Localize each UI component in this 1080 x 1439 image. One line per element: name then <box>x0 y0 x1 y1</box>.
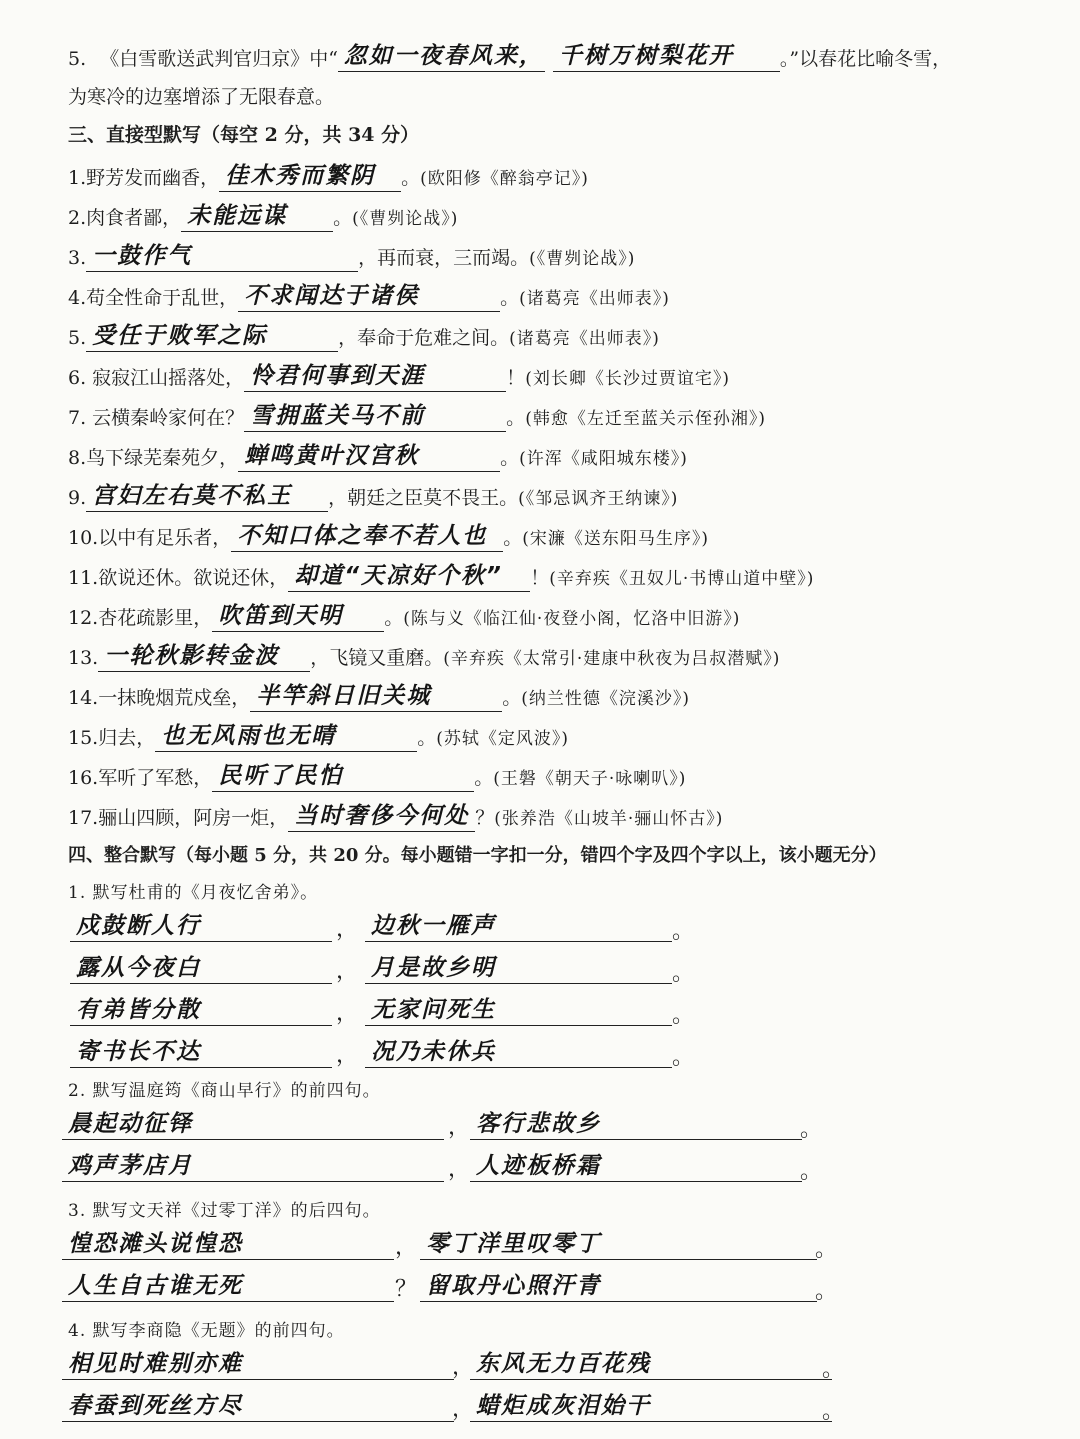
answer-separator: ， <box>452 1397 475 1422</box>
section3-item <box>68 362 1080 392</box>
item-prompt: 3. <box>68 247 87 269</box>
item-source: (《邹忌讽齐王纳谏》) <box>518 489 679 509</box>
item-source: (辛弃疾《丑奴儿·书博山道中壁》) <box>549 569 815 589</box>
q5-number: 5. <box>68 48 87 70</box>
answer-end-punct: 。 <box>672 919 695 944</box>
section3-item <box>68 442 1080 472</box>
item-source: (辛弃疾《太常引·建康中秋夜为吕叔潜赋》) <box>443 649 781 669</box>
answer-first-half: 鸡声茅店月 <box>62 1152 444 1182</box>
q5-post-text: 。”以春花比喻冬雪， <box>779 48 952 70</box>
item-prompt: 16.军听了军愁， <box>68 767 213 789</box>
q5-pre-text: 《白雪歌送武判官归京》中“ <box>100 48 338 70</box>
item-answer: 民听了民怕 <box>212 762 474 792</box>
item-punct: ！ <box>530 567 550 589</box>
item-source: (许浑《咸阳城东楼》) <box>519 449 688 469</box>
section3-item <box>68 282 1080 312</box>
q5-answer-1: 忽如一夜春风来， <box>338 42 545 72</box>
section4-title: 四、整合默写（每小题 5 分，共 20 分。每小题错一字扣一分，错四个字及四个字以上，该小题无分） <box>68 845 887 866</box>
q5-intro-line-2: 为寒冷的边塞增添了无限春意。 <box>68 86 335 108</box>
answer-second-half: 无家问死生 <box>365 996 672 1026</box>
section3-item <box>68 522 1080 552</box>
section3-item <box>68 602 1080 632</box>
item-source: (张养浩《山坡羊·骊山怀古》) <box>494 809 724 829</box>
item-punct: 。 <box>503 527 523 549</box>
section3-item <box>68 482 1080 512</box>
item-source: (《曹刿论战》) <box>529 249 636 269</box>
answer-separator: ， <box>395 1235 418 1260</box>
item-prompt: 6. 寂寂江山摇落处， <box>68 367 245 389</box>
item-source: (《曹刿论战》) <box>352 209 459 229</box>
item-punct: 。 <box>384 607 404 629</box>
item-prompt: 13. <box>68 647 99 669</box>
item-source: (诸葛亮《出师表》) <box>509 329 660 349</box>
section3-item <box>68 642 1080 672</box>
item-source: (刘长卿《长沙过贾谊宅》) <box>525 369 730 389</box>
s4-q1-prompt: 1. 默写杜甫的《月夜忆舍弟》。 <box>68 883 319 903</box>
answer-first-half: 寄书长不达 <box>70 1038 332 1068</box>
item-answer: 半竿斜日旧关城 <box>250 682 502 712</box>
item-answer: 未能远谋 <box>181 202 333 232</box>
section3-item <box>68 322 1080 352</box>
item-prompt: 14.一抹晚烟荒戍垒， <box>68 687 251 709</box>
item-prompt: 10.以中有足乐者， <box>68 527 232 549</box>
item-answer: 怜君何事到天涯 <box>244 362 506 392</box>
item-source: (王磐《朝天子·咏喇叭》) <box>493 769 687 789</box>
answer-second-half: 月是故乡明 <box>365 954 672 984</box>
answer-second-half: 零丁洋里叹零丁 <box>420 1230 817 1260</box>
q5-intro-line <box>68 42 1080 72</box>
answer-first-half: 露从今夜白 <box>70 954 332 984</box>
item-prompt: 2.肉食者鄙， <box>68 207 182 229</box>
answer-first-half: 有弟皆分散 <box>70 996 332 1026</box>
answer-end-punct: 。 <box>815 1279 838 1304</box>
item-prompt: 8.鸟下绿芜秦苑夕， <box>68 447 239 469</box>
item-punct: ，朝廷之臣莫不畏王。 <box>328 487 519 509</box>
answer-separator: ， <box>336 1043 359 1068</box>
item-punct: 。 <box>401 167 421 189</box>
answer-end-punct: 。 <box>672 1045 695 1070</box>
section3-item <box>68 682 1080 712</box>
item-prompt: 12.杏花疏影里， <box>68 607 213 629</box>
answer-first-half: 相见时难别亦难 <box>62 1350 454 1380</box>
q5-answer-2: 千树万树梨花开 <box>553 42 780 72</box>
item-punct: ？ <box>475 807 495 829</box>
answer-first-half: 晨起动征铎 <box>62 1110 444 1140</box>
section3-item <box>68 402 1080 432</box>
section3-item <box>68 802 1080 832</box>
answer-separator: ， <box>448 1115 471 1140</box>
item-prompt: 1.野芳发而幽香， <box>68 167 220 189</box>
item-prompt: 9. <box>68 487 87 509</box>
item-punct: 。 <box>500 287 520 309</box>
item-answer: 当时奢侈今何处 <box>288 802 475 832</box>
item-source: (韩愈《左迁至蓝关示侄孙湘》) <box>525 409 766 429</box>
item-punct: 。 <box>474 767 494 789</box>
item-answer: 一鼓作气 <box>86 242 358 272</box>
item-punct: ，飞镜又重磨。 <box>310 647 444 669</box>
item-answer: 也无风雨也无晴 <box>155 722 417 752</box>
item-source: (苏轼《定风波》) <box>436 729 569 749</box>
item-prompt: 5. <box>68 327 87 349</box>
answer-separator: ， <box>336 917 359 942</box>
item-punct: 。 <box>417 727 437 749</box>
answer-separator: ， <box>336 959 359 984</box>
section3-item <box>68 722 1080 752</box>
item-punct: ！ <box>506 367 526 389</box>
item-source: (欧阳修《醉翁亭记》) <box>420 169 589 189</box>
answer-separator: ， <box>448 1157 471 1182</box>
item-punct: 。 <box>506 407 526 429</box>
item-punct: ，奉命于危难之间。 <box>338 327 510 349</box>
answer-second-half: 人迹板桥霜 <box>470 1152 802 1182</box>
answer-end-punct: 。 <box>822 1357 845 1382</box>
answer-first-half: 戍鼓断人行 <box>70 912 332 942</box>
answer-end-punct: 。 <box>800 1159 823 1184</box>
answer-second-half: 边秋一雁声 <box>365 912 672 942</box>
s4-q2-prompt: 2. 默写温庭筠《商山早行》的前四句。 <box>68 1081 381 1101</box>
item-answer: 蝉鸣黄叶汉宫秋 <box>238 442 500 472</box>
item-answer: 不知口体之奉不若人也 <box>231 522 503 552</box>
item-prompt: 15.归去， <box>68 727 156 749</box>
item-answer: 雪拥蓝关马不前 <box>244 402 506 432</box>
item-punct: ，再而衰，三而竭。 <box>358 247 530 269</box>
answer-second-half: 客行悲故乡 <box>470 1110 802 1140</box>
item-answer: 一轮秋影转金波 <box>98 642 310 672</box>
item-source: (宋濂《送东阳马生序》) <box>522 529 709 549</box>
answer-second-half: 留取丹心照汗青 <box>420 1272 817 1302</box>
item-source: (诸葛亮《出师表》) <box>519 289 670 309</box>
answer-second-half: 况乃未休兵 <box>365 1038 672 1068</box>
s4-q4-prompt: 4. 默写李商隐《无题》的前四句。 <box>68 1321 345 1341</box>
item-source: (纳兰性德《浣溪沙》) <box>521 689 690 709</box>
section3-item <box>68 202 1080 232</box>
item-answer: 却道“天凉好个秋” <box>288 562 530 592</box>
answer-end-punct: 。 <box>672 961 695 986</box>
answer-first-half: 春蚕到死丝方尽 <box>62 1392 454 1422</box>
answer-separator: ， <box>336 1001 359 1026</box>
answer-end-punct: 。 <box>815 1237 838 1262</box>
answer-separator: ？ <box>395 1277 418 1302</box>
item-punct: 。 <box>502 687 522 709</box>
item-prompt: 7. 云横秦岭家何在？ <box>68 407 245 429</box>
section3-item <box>68 242 1080 272</box>
item-answer: 吹笛到天明 <box>212 602 384 632</box>
item-punct: 。 <box>500 447 520 469</box>
answer-first-half: 惶恐滩头说惶恐 <box>62 1230 394 1260</box>
item-punct: 。 <box>333 207 353 229</box>
section3-item <box>68 162 1080 192</box>
item-prompt: 11.欲说还休。欲说还休， <box>68 567 289 589</box>
answer-second-half: 蜡炬成灰泪始干 <box>470 1392 832 1422</box>
answer-end-punct: 。 <box>822 1399 845 1424</box>
item-answer: 不求闻达于诸侯 <box>238 282 500 312</box>
answer-first-half: 人生自古谁无死 <box>62 1272 394 1302</box>
answer-separator: ， <box>452 1355 475 1380</box>
item-answer: 宫妇左右莫不私王 <box>86 482 328 512</box>
answer-end-punct: 。 <box>800 1117 823 1142</box>
answer-end-punct: 。 <box>672 1003 695 1028</box>
item-answer: 受任于败军之际 <box>86 322 338 352</box>
answer-second-half: 东风无力百花残 <box>470 1350 832 1380</box>
item-prompt: 4.苟全性命于乱世， <box>68 287 239 309</box>
s4-q3-prompt: 3. 默写文天祥《过零丁洋》的后四句。 <box>68 1201 381 1221</box>
item-source: (陈与义《临江仙·夜登小阁，忆洛中旧游》) <box>403 609 741 629</box>
section3-title: 三、直接型默写（每空 2 分，共 34 分） <box>68 124 420 146</box>
item-prompt: 17.骊山四顾，阿房一炬， <box>68 807 289 829</box>
section3-item <box>68 562 1080 592</box>
item-answer: 佳木秀而繁阴 <box>219 162 401 192</box>
section3-item <box>68 762 1080 792</box>
